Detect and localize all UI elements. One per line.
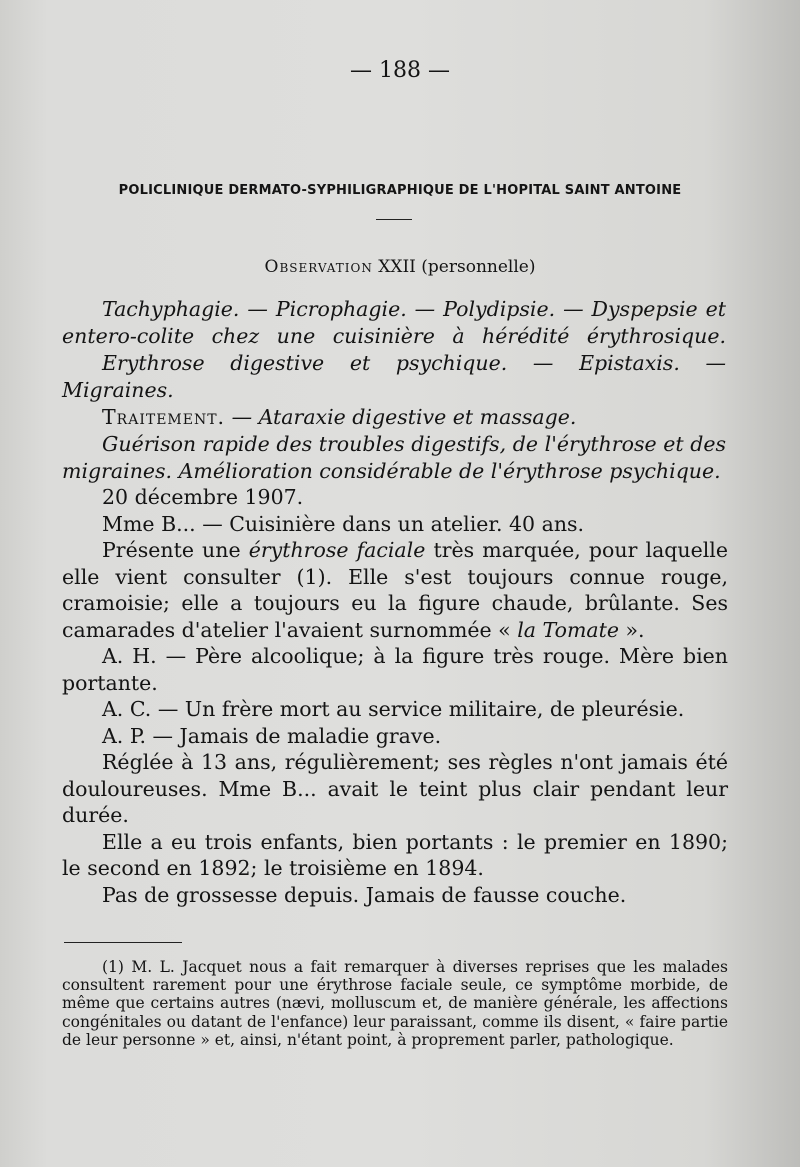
case-summary xyxy=(62,296,726,485)
summary-line: Guérison rapide des troubles digestifs, de l'érythrose et des migraines. Amélioration considérable de l'érythrose psychique. xyxy=(62,432,726,483)
text-run: très marquée, pour laquelle elle vient consulter (1). Elle s'est toujours connue rouge, cramoisie; elle a toujours eu la figure chaude, brûlante. Ses camarades d'atelier l'avaient surnommée « xyxy=(62,538,728,642)
page-number: — 188 — xyxy=(350,58,450,83)
institution-header: POLICLINIQUE DERMATO-SYPHILIGRAPHIQUE DE L'HOPITAL SAINT ANTOINE xyxy=(118,183,682,198)
footnote xyxy=(62,958,728,1049)
treatment-label: Traitement. xyxy=(102,405,226,429)
body-paragraph: A. P. — Jamais de maladie grave. xyxy=(102,723,442,748)
header-rule xyxy=(376,219,412,220)
body-paragraph: Réglée à 13 ans, régulièrement; ses règles n'ont jamais été douloureuses. Mme B... avait le teint plus clair pendant leur durée. xyxy=(62,750,728,827)
text-run: ». xyxy=(618,617,645,642)
observation-number: XXII xyxy=(378,257,416,277)
body-paragraph: Pas de grossesse depuis. Jamais de fausse couche. xyxy=(102,882,627,907)
summary-treatment xyxy=(62,404,726,431)
text-run: Présente une xyxy=(102,538,249,562)
footnote-text: (1) M. L. Jacquet nous a fait remarquer à diverses reprises que les malades consultent rarement pour une érythrose faciale seule, ce symptôme morbide, de même que certains autres (nævi, molluscum et, de manière générale, les affections congénitales ou datant de l'enfance) leur paraissant, comme ils disent, « faire partie de leur personne » et, ainsi, n'étant point, à proprement parler, pathologique. xyxy=(62,958,728,1049)
summary-line: Tachyphagie. — Picrophagie. — Polydipsie. — Dyspepsie et entero-colite chez une cuisinière à hérédité érythrosique. xyxy=(62,297,726,348)
body-paragraph: 20 décembre 1907. xyxy=(102,485,304,509)
summary-line: Erythrose digestive et psychique. — Epistaxis. — Migraines. xyxy=(62,351,726,402)
observation-label: Observation xyxy=(264,257,373,277)
emphasis: érythrose faciale xyxy=(248,538,426,562)
body-paragraph: A. H. — Père alcoolique; à la figure très rouge. Mère bien portante. xyxy=(62,644,728,695)
body-paragraph xyxy=(62,537,728,643)
observation-qualifier: (personnelle) xyxy=(421,257,536,277)
body-paragraph: A. C. — Un frère mort au service militaire, de pleurésie. xyxy=(102,697,685,721)
body-paragraph: Elle a eu trois enfants, bien portants : le premier en 1890; le second en 1892; le troisième en 1894. xyxy=(62,829,728,880)
body-paragraph: Mme B... — Cuisinière dans un atelier. 40 ans. xyxy=(102,511,585,536)
emphasis: la Tomate xyxy=(517,617,619,642)
observation-heading xyxy=(0,257,800,277)
case-body xyxy=(62,484,728,908)
treatment-text: — Ataraxie digestive et massage. xyxy=(225,405,577,429)
footnote-rule xyxy=(64,942,182,943)
